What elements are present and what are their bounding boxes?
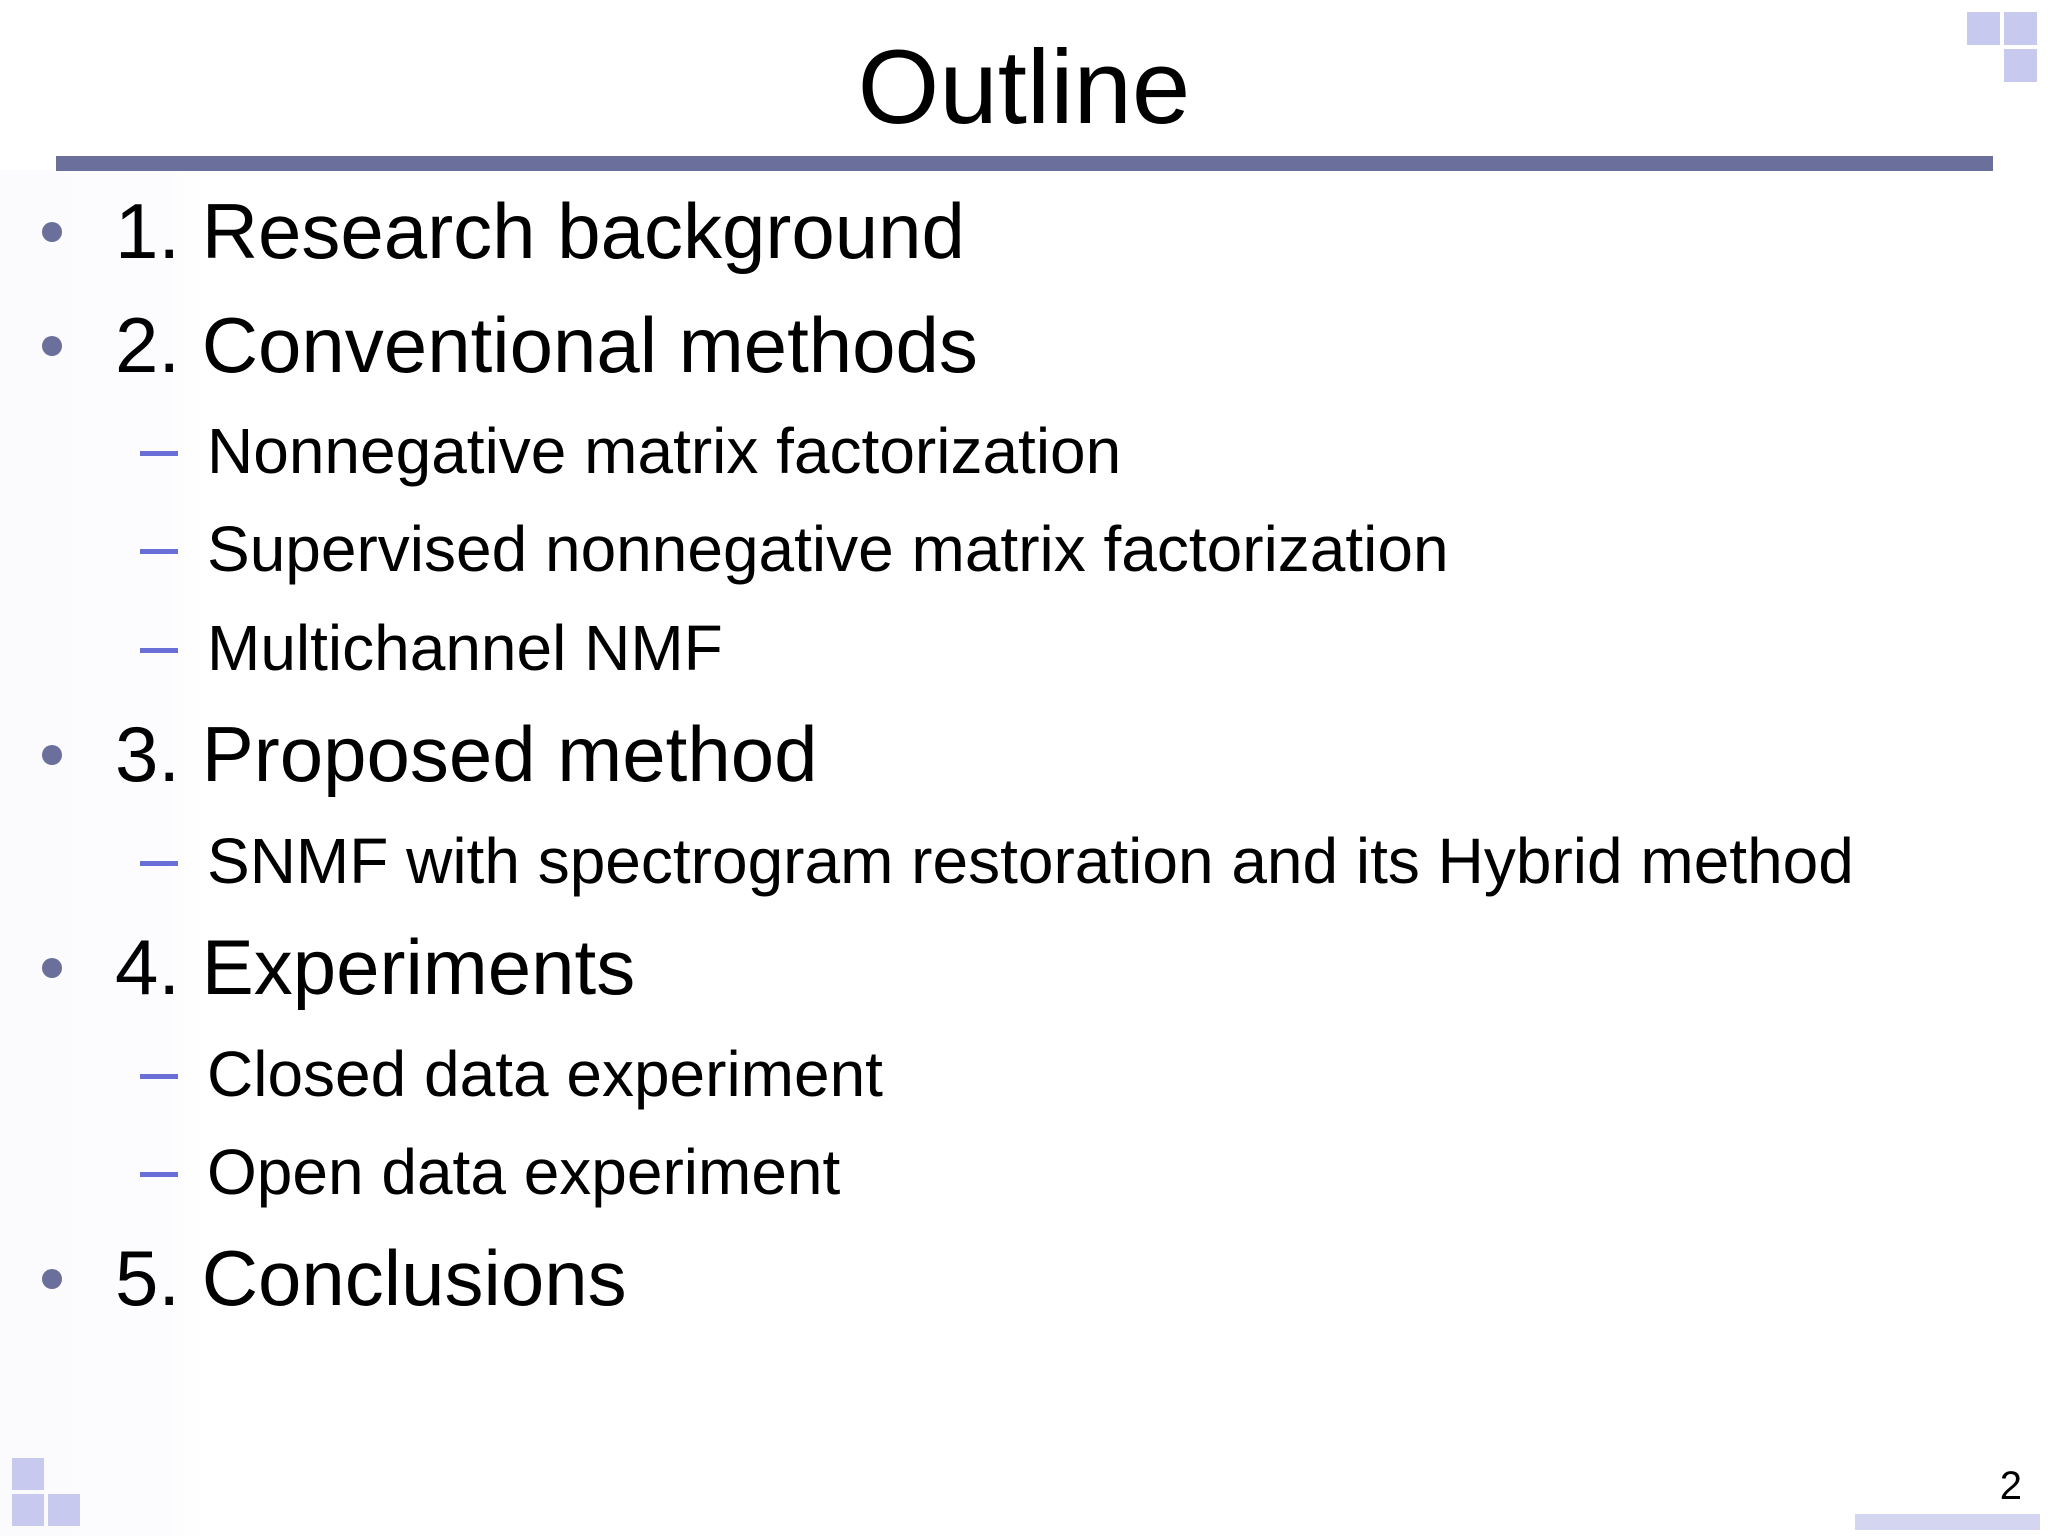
outline-item-text: 1. Research background: [115, 187, 965, 275]
deco-square: [12, 1458, 44, 1490]
bottom-right-bar-decoration: [1855, 1514, 2040, 1530]
dash-icon: [140, 861, 178, 866]
dash-icon: [140, 1074, 178, 1079]
title-underline-rule: [56, 156, 1993, 171]
slide-title: Outline: [857, 29, 1191, 146]
deco-square: [48, 1494, 80, 1526]
dash-icon: [140, 1172, 178, 1177]
bullet-icon: [42, 1269, 62, 1289]
bullet-icon: [42, 222, 62, 242]
page-number: 2: [1999, 1464, 2022, 1508]
dash-icon: [140, 648, 178, 653]
bullet-icon: [42, 958, 62, 978]
bullet-icon: [42, 745, 62, 765]
outline-subitem-text: Nonnegative matrix factorization: [207, 415, 1122, 487]
outline-item-text: 4. Experiments: [115, 923, 636, 1011]
outline-subitem-text: Open data experiment: [207, 1136, 841, 1208]
outline-subitem-text: Closed data experiment: [207, 1038, 883, 1110]
outline-item-text: 3. Proposed method: [115, 710, 818, 798]
outline-subitem-text: SNMF with spectrogram restoration and its Hybrid method: [207, 825, 1854, 897]
outline-subitem-text: Multichannel NMF: [207, 612, 723, 684]
deco-square: [12, 1494, 44, 1526]
dash-icon: [140, 451, 178, 456]
outline-item-text: 5. Conclusions: [115, 1234, 627, 1322]
outline-item-text: 2. Conventional methods: [115, 301, 978, 389]
outline-subitem-text: Supervised nonnegative matrix factorization: [207, 513, 1449, 585]
dash-icon: [140, 549, 178, 554]
bullet-icon: [42, 336, 62, 356]
